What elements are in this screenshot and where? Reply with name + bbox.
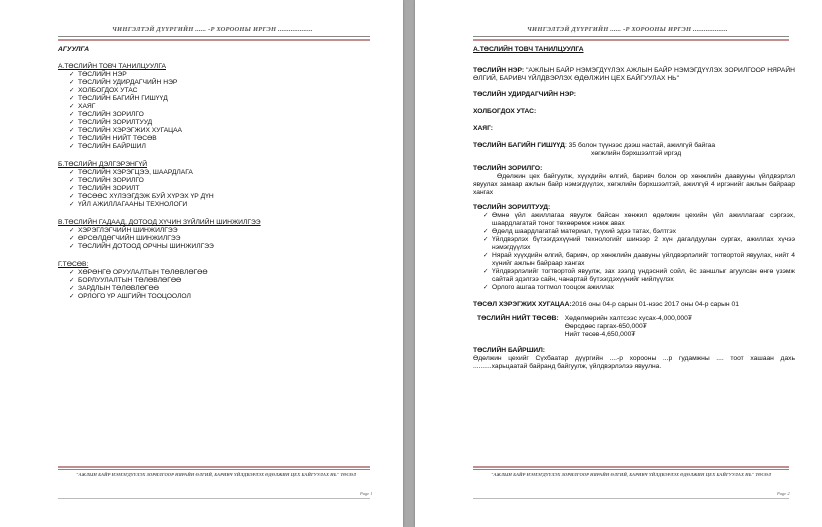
toc-item[interactable]: ✓ ОРЛОГО ҮР АШГИЙН ТООЦООЛОЛ: [69, 293, 378, 301]
toc-section-v: [58, 219, 378, 251]
toc-item[interactable]: ✓ ТӨСЛИЙН ЗОРИЛТ: [69, 185, 378, 193]
header-divider: [58, 36, 370, 37]
project-objectives: [473, 204, 795, 292]
page-footer: "АЖЛЫН БАЙР НЭМЭГДҮҮЛЭХ ЗОРИЛГООР НЯРАЙН ӨЛГИЙ, БАРИВЧ ҮЙЛДВЭРЛЭХ ӨДӨЛЖИН ЦЕХ БАЙГУУЛАХ НЬ" ТӨСӨЛ: [491, 472, 772, 477]
toc-section-title[interactable]: В.ТӨСЛИЙН ГАДААД, ДОТООД ХҮЧИН ЗҮЙЛИЙН ШИНЖИЛГЭЭ: [58, 219, 261, 226]
footer-divider-accent: [58, 466, 370, 468]
toc-item[interactable]: ✓ ҮЙЛ АЖИЛЛАГААНЫ ТЕХНОЛОГИ: [69, 201, 378, 209]
footer-divider: [58, 469, 370, 470]
budget-line: Нийт төсөв-4,650,000₮: [564, 331, 636, 338]
team-line-1: : 35 болон түүнээс дээш настай, ажилгүй байгаа: [564, 142, 716, 149]
objective-item: ✓ Нярай хүүхдийн өлгий, баривч, ор хөнжлийн даавуны үйлдвэрлэлийг тогтвортой явуулах, нийт 4 хүнийг ажлын байраар хангах: [483, 252, 795, 268]
page-header: ЧИНГЭЛТЭЙ ДҮҮРГИЙН ...... -Р ХОРООНЫ ИРГЭН ...................: [527, 26, 728, 33]
goal-label: ТӨСЛИЙН ЗОРИЛГО:: [473, 165, 543, 172]
toc-item[interactable]: ✓ ТӨСЛИЙН БАГИЙН ГИШҮҮД: [69, 95, 378, 103]
toc-item[interactable]: ✓ ХЭРЭГЛЭГЧИЙН ШИНЖИЛГЭЭ: [69, 227, 378, 235]
location-text: Өдөлжин цехийг Сүхбаатар дүүргийн ....-р хорооны ...р гудамжны .... тоот хашаан дахь ..........харьцаатай байранд байгуулж, үйлдвэрлэлээ явуулна.: [473, 355, 795, 370]
objective-item: ✓ Өмнө үйл ажиллагаа явуулж байсан хөнжил өдөлжин цехийн үйл ажиллагааг сэргээх, шаардлагатай тоног төхөөрөмж нэмж авах: [483, 212, 795, 228]
team-members: [473, 142, 795, 158]
toc-item[interactable]: ✓ ТӨСЛИЙН БАЙРШИЛ: [69, 143, 378, 151]
budget-line: Хөдөлмөрийн халтсээс хүсах-4,000,000₮: [564, 315, 692, 322]
header-divider-accent: [58, 39, 370, 41]
manager-label: ТӨСЛИЙН УДИРДАГЧИЙН НЭР:: [473, 91, 576, 98]
toc-item[interactable]: ✓ ТӨСЛИЙН ХЭРЭГЦЭЭ, ШААРДЛАГА: [69, 169, 378, 177]
toc-item[interactable]: ✓ ХӨРӨНГӨ ОРУУЛАЛТЫН ТӨЛӨВЛӨГӨӨ: [69, 269, 378, 277]
page-number: Page 1: [360, 491, 373, 496]
toc-item[interactable]: ✓ ТӨСЛИЙН НЭР: [69, 71, 378, 79]
project-goal: [473, 165, 795, 197]
duration-label: ТӨСӨЛ ХЭРЭГЖИХ ХУГАЦАА:: [473, 301, 572, 308]
header-divider-accent: [473, 39, 789, 41]
section-title: А.ТӨСЛИЙН ТОВЧ ТАНИЛЦУУЛГА: [473, 46, 584, 53]
budget-line: Өөрсдөөс гаргах-650,000₮: [564, 323, 647, 330]
team-line-2: хөгжлийн бэрхшээлтэй иргэд: [591, 150, 682, 157]
toc-item[interactable]: ✓ ТӨСЛИЙН ЗОРИЛГО: [69, 177, 378, 185]
toc-item[interactable]: ✓ ТӨСЛИЙН НИЙТ ТӨСӨВ: [69, 135, 378, 143]
toc-section-title[interactable]: А.ТӨСЛИЙН ТОВЧ ТАНИЛЦУУЛГА: [58, 63, 166, 70]
team-label: ТӨСЛИЙН БАГИЙН ГИШҮҮД: [473, 142, 565, 149]
project-name-label: ТӨСЛИЙН НЭР:: [473, 67, 525, 74]
footer-divider-accent: [473, 466, 789, 468]
toc-item[interactable]: ✓ ТӨСЛИЙН ЗОРИЛГО: [69, 111, 378, 119]
duration-value: 2016 оны 04-р сарын 01-нээс 2017 оны 04-р сарын 01: [571, 301, 739, 308]
toc-section-title[interactable]: Б.ТӨСЛИЙН ДЭЛГЭРЭНГҮЙ: [58, 161, 148, 168]
page-footer: "АЖЛЫН БАЙР НЭМЭГДҮҮЛЭХ ЗОРИЛГООР НЯРАЙН ӨЛГИЙ, БАРИВЧ ҮЙЛДВЭРЛЭХ ӨДӨЛЖИН ЦЕХ БАЙГУУЛАХ НЬ" ТӨСӨЛ: [76, 472, 357, 477]
objective-item: ✓ Үйлдвэрлэлийг тогтвортой явуулж, зах зээлд үндэсний сойл, ёс заншлыг агуулсан өнгө үзэмж сайтай эдэлгээ сайн, чанартай бүтээгдэхүүнийг нийлүүлэх: [483, 268, 795, 284]
goal-text: Өдөлжин цех байгуулж, хүүхдийн өлгий, баривч болон ор хөнжлийн даавууны үйлдвэрлэл явуулах замаар ажлын байр нэмэгдүүлэх, хөгжлийн бэрхшээлтэй, ажилгүй 4 иргэнийг ажлын байраар хангах: [473, 173, 795, 196]
toc-item[interactable]: ✓ ТӨСЛИЙН ХЭРЭГЖИХ ХУГАЦАА: [69, 127, 378, 135]
toc-item[interactable]: ✓ ХОЛБОГДОХ УТАС: [69, 87, 378, 95]
project-name: [473, 67, 795, 83]
project-location: [473, 347, 795, 371]
toc-title: АГУУЛГА: [58, 46, 90, 53]
toc-item[interactable]: ✓ ТӨСЛИЙН ЗОРИЛТУУД: [69, 119, 378, 127]
toc-item[interactable]: ✓ ТӨСӨӨС ХҮЛЭЭГДЭЖ БУЙ ХҮРЭХ ҮР ДҮН: [69, 193, 378, 201]
document-page-1: [0, 0, 403, 527]
footer-rule: [473, 498, 789, 499]
project-name-value: "АЖЛЫН БАЙР НЭМЭГДҮҮЛЭХ АЖЛЫН БАЙР НЭМЭГДҮҮЛЭХ ЗОРИЛГООР НЯРАЙН ӨЛГИЙ, БАРИВЧ ҮЙЛДВЭРЛЭХ ӨДӨЛЖИН ЦЕХ БАЙГУУЛАХ НЬ": [473, 67, 795, 82]
budget-label: ТӨСЛИЙН НИЙТ ТӨСӨВ:: [477, 315, 559, 322]
toc-item[interactable]: ✓ ХАЯГ: [69, 103, 378, 111]
toc-section-b: [58, 161, 378, 209]
toc-item[interactable]: ✓ ЗАРДЛЫН ТӨЛӨВЛӨГӨӨ: [69, 285, 378, 293]
objective-item: ✓ Орлого ашгаа тогтмол тооцож ажиллах: [483, 284, 795, 292]
objectives-label: ТӨСЛИЙН ЗОРИЛТУУД:: [473, 204, 551, 211]
location-label: ТӨСЛИЙН БАЙРШИЛ:: [473, 347, 546, 354]
toc-item[interactable]: ✓ ТӨСЛИЙН УДИРДАГЧИЙН НЭР: [69, 79, 378, 87]
document-page-2: [415, 0, 822, 527]
page-number: Page 2: [777, 491, 790, 496]
project-budget: [473, 315, 795, 339]
header-divider: [473, 36, 789, 37]
address-label: ХАЯГ:: [473, 125, 494, 132]
objective-item: ✓ Өдөлд шаардлагатай материал, түүхий эдээ татах, бэлтгэх: [483, 228, 795, 236]
page-header: ЧИНГЭЛТЭЙ ДҮҮРГИЙН ...... -Р ХОРООНЫ ИРГЭН ...................: [112, 26, 313, 33]
project-duration: [473, 301, 795, 309]
phone-label: ХОЛБОГДОХ УТАС:: [473, 108, 537, 115]
project-summary: [473, 46, 795, 371]
toc-section-g: [58, 261, 378, 301]
budget-lines: [559, 315, 692, 339]
footer-rule: [58, 498, 370, 499]
toc-item[interactable]: ✓ ТӨСЛИЙН ДОТООД ОРЧНЫ ШИНЖИЛГЭЭ: [69, 243, 378, 251]
objective-item: ✓ Үйлдвэрлэх бүтээгдэхүүний технологийг шинээр 2 хүн дагалдуулан сургах, ажиллах хүчээ нэмэгдүүлэх: [483, 236, 795, 252]
table-of-contents: [58, 46, 378, 301]
toc-section-a: [58, 63, 378, 151]
toc-section-title[interactable]: Г.ТӨСӨВ:: [58, 261, 89, 268]
toc-item[interactable]: ✓ ӨРСӨЛДӨГЧИЙН ШИНЖИЛГЭЭ: [69, 235, 378, 243]
toc-item[interactable]: ✓ БОРЛУУЛАЛТЫН ТӨЛӨВЛӨГӨӨ: [69, 277, 378, 285]
footer-divider: [473, 469, 789, 470]
